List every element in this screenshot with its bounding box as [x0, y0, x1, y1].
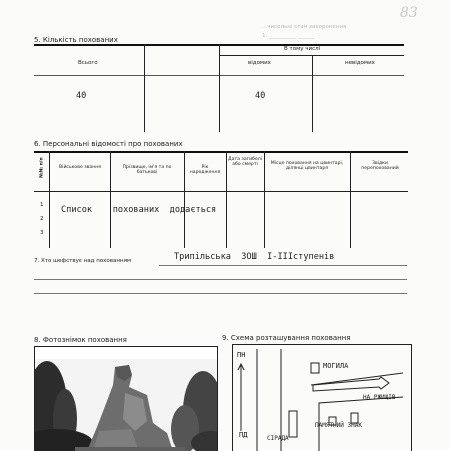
ghost-text-line: ...чисельні стан захоронення: [262, 24, 347, 30]
patron-value: Трипільська ЗОШ І-ІІІступенів: [174, 252, 335, 262]
section6-title: 6. Персональні відомості про похованих: [34, 140, 183, 148]
table-rule: [34, 191, 408, 192]
col-name-header: Прізвище, ім'я та по батькові: [122, 165, 172, 176]
col-birth-header: Рік народження: [189, 165, 221, 176]
scheme-grave-label: МОГИЛА: [323, 362, 349, 370]
scheme-road-label: СІРАДА: [267, 435, 289, 442]
location-scheme: [232, 344, 412, 451]
table-rule: [219, 44, 220, 132]
page-number: 83: [400, 5, 418, 21]
scheme-south-label: ПД: [239, 431, 248, 439]
burial-list-note: Список похованих додається: [61, 205, 217, 215]
form-rule: [159, 265, 407, 266]
table-rule: [350, 151, 351, 248]
section6-table: [34, 151, 408, 248]
row-number: 2: [40, 216, 44, 222]
ghost-text-line: 1. __________ ______: [262, 33, 315, 39]
form-rule: [34, 279, 407, 280]
table-rule: [264, 151, 265, 248]
table-rule: [110, 151, 111, 248]
known-value: 40: [255, 91, 266, 101]
section7-label: 7. Хто шефствує над похованням: [34, 258, 132, 264]
col-num-header: №№ п/п: [39, 157, 45, 179]
col-death-header: Дата загибелі або смерті: [228, 157, 262, 168]
form-rule: [34, 293, 407, 294]
col-including-header: В тому числі: [284, 46, 321, 52]
scheme-north-label: ПН: [237, 351, 246, 359]
scheme-direction-label: НА РЖИЩІВ: [363, 394, 396, 401]
section7: [34, 253, 409, 293]
col-unknown-header: невідомих: [345, 60, 375, 66]
row-number: 3: [40, 230, 44, 236]
table-rule: [34, 151, 408, 153]
memorial-photo: [35, 347, 217, 451]
total-value: 40: [76, 91, 87, 101]
col-total-header: Всього: [78, 60, 98, 66]
table-rule: [49, 151, 50, 248]
table-rule: [184, 151, 185, 248]
scheme-monument-label: ПАМЯТНИЙ ЗНАК: [315, 422, 362, 429]
section5-title: 5. Кількість похованих: [34, 36, 118, 44]
table-rule: [144, 44, 145, 132]
section8-title: 8. Фотознімок поховання: [34, 336, 127, 344]
col-rank-header: Військове звання: [59, 165, 101, 170]
section9-title: 9. Схема розташування поховання: [222, 334, 351, 342]
col-origin-header: Звідки перепохований: [361, 161, 399, 172]
row-number: 1: [40, 202, 44, 208]
col-place-header: Місце поховання на цвинтарі, ділянці цвинтаря: [270, 161, 344, 172]
photo-frame: [34, 346, 218, 451]
section5-table: [34, 44, 404, 132]
table-rule: [312, 55, 313, 132]
col-known-header: відомих: [248, 60, 271, 66]
